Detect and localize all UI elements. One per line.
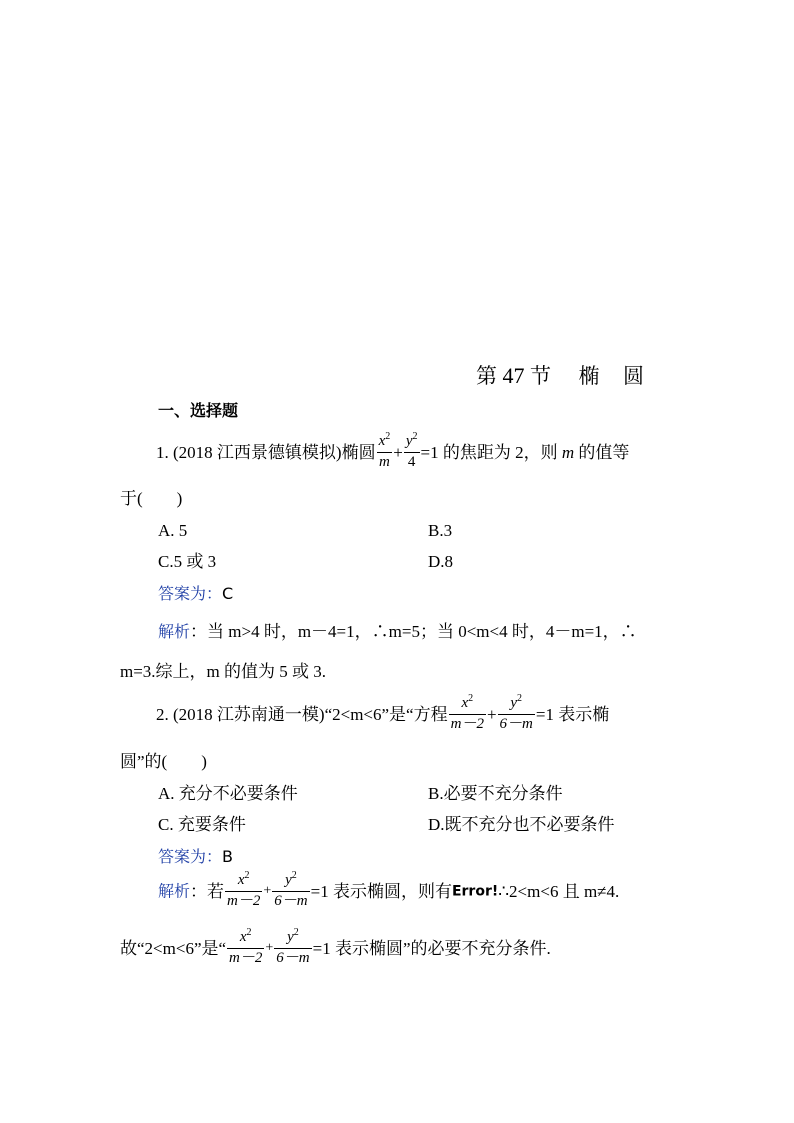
- q1-option-b: B.3: [428, 521, 453, 540]
- q1-analysis-line2: m=3.综上，m 的值为 5 或 3.: [120, 662, 327, 681]
- q2-analysis-line1: 解析：若 $\frac{x^2}{m-2}$ + $\frac{y^2}{6-m}$ =1 表示椭圆，则有Error!∴2<m<6 且 m≠4.: [158, 870, 620, 909]
- q2-answer: 答案为：B: [158, 847, 233, 866]
- q1-option-d: D.8: [428, 552, 454, 571]
- q1-stem: 1. (2018 江西景德镇模拟)椭圆 $\frac{x^2}{m}$ + $\frac{y^2}{4}$ =1 的焦距为 2，则 m 的值等: [156, 431, 630, 470]
- section-heading: 一、选择题: [158, 401, 239, 420]
- q2-analysis-fraction-2: $\frac{y^2}{6-m}$: [274, 870, 308, 909]
- q2-analysis-fraction-4: $\frac{y^2}{6-m}$: [276, 927, 310, 966]
- page-title: 第 47 节 椭 圆: [476, 363, 644, 388]
- q2-fraction-2: $\frac{y^2}{6-m}$: [499, 693, 533, 732]
- q2-fraction-1: $\frac{x^2}{m-2}$: [450, 693, 484, 732]
- q2-option-d: D.既不充分也不必要条件: [428, 815, 615, 834]
- q1-fraction-1: $\frac{x^2}{m}$: [378, 431, 391, 470]
- q1-fraction-2: $\frac{y^2}{4}$: [405, 431, 418, 470]
- q2-analysis-fraction-1: $\frac{x^2}{m-2}$: [227, 870, 261, 909]
- q2-option-b: B.必要不充分条件: [428, 784, 563, 803]
- q1-option-a: A. 5: [158, 521, 188, 540]
- q2-stem: 2. (2018 江苏南通一模)“2<m<6”是“方程 $\frac{x^2}{m-2}$ + $\frac{y^2}{6-m}$ =1 表示椭: [156, 693, 610, 732]
- q2-option-c: C. 充要条件: [158, 815, 246, 834]
- q2-option-a: A. 充分不必要条件: [158, 784, 298, 803]
- q2-analysis-line2: 故“2<m<6”是“ $\frac{x^2}{m-2}$ + $\frac{y^2}{6-m}$ =1 表示椭圆”的必要不充分条件.: [120, 927, 551, 966]
- q1-answer: 答案为：C: [158, 584, 234, 603]
- q1-option-c: C.5 或 3: [158, 552, 217, 571]
- q2-analysis-fraction-3: $\frac{x^2}{m-2}$: [229, 927, 263, 966]
- q2-stem-line2: 圆”的( ): [120, 752, 207, 771]
- q1-analysis-line1: 解析：当 m>4 时，m－4=1，∴m=5；当 0<m<4 时，4－m=1，∴: [158, 622, 637, 641]
- q1-stem-line2: 于( ): [120, 489, 183, 508]
